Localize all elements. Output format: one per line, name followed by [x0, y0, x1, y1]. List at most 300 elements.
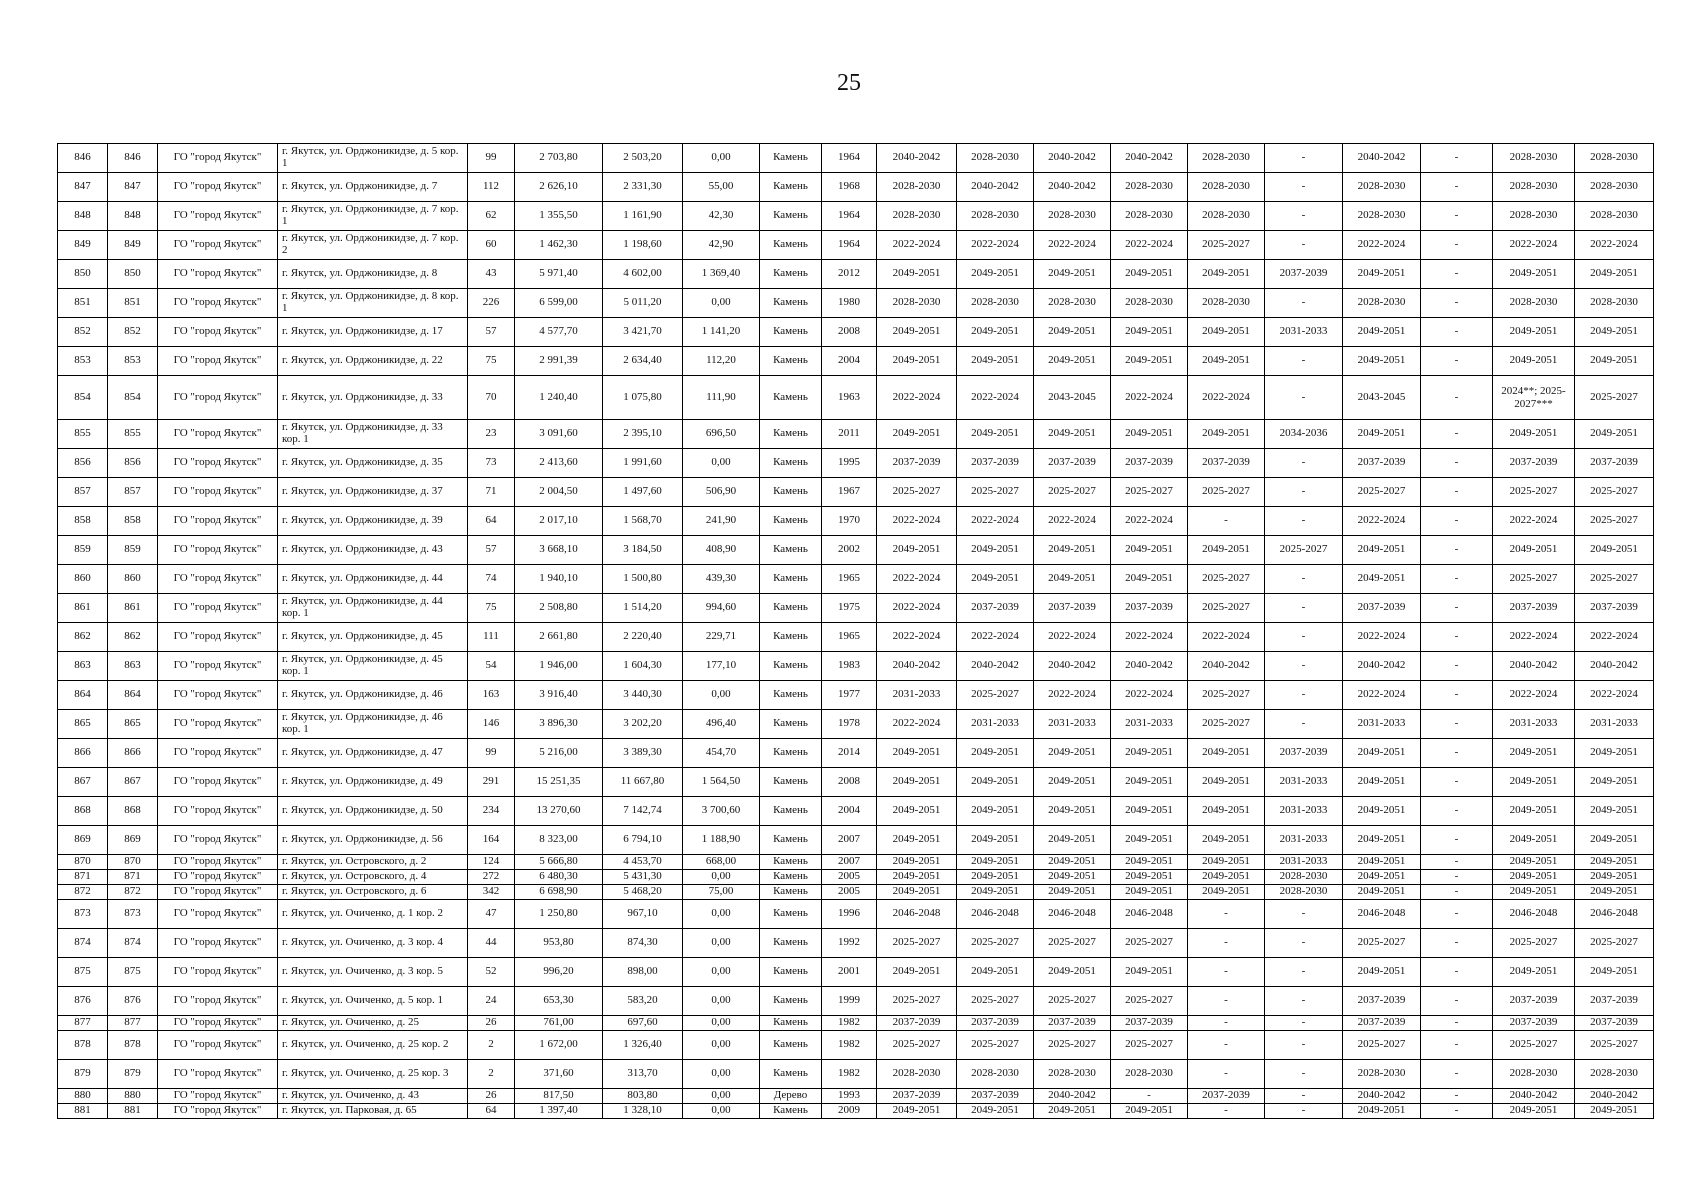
period-5-cell: -	[1188, 1060, 1265, 1089]
period-4-cell: 2022-2024	[1111, 681, 1188, 710]
period-9-cell: 2024**; 2025-2027***	[1493, 376, 1575, 420]
table-row	[58, 289, 1654, 318]
period-4-cell: 2025-2027	[1111, 478, 1188, 507]
row-number-cell: 852	[58, 318, 108, 347]
nonliving-area-cell: 0,00	[683, 144, 760, 173]
period-3-cell: 2049-2051	[1034, 797, 1111, 826]
period-4-cell: 2046-2048	[1111, 900, 1188, 929]
address-cell: г. Якутск, ул. Орджоникидзе, д. 8 кор. 1	[278, 289, 468, 318]
period-4-cell: 2049-2051	[1111, 797, 1188, 826]
row-number-cell: 864	[58, 681, 108, 710]
living-area-cell: 1 500,80	[603, 565, 683, 594]
residents-cell: 52	[468, 958, 515, 987]
total-area-cell: 5 216,00	[515, 739, 603, 768]
row-number-cell: 861	[58, 594, 108, 623]
house-id-cell: 860	[108, 565, 158, 594]
period-7-cell: 2022-2024	[1343, 231, 1421, 260]
period-8-cell: -	[1421, 826, 1493, 855]
period-6-cell: -	[1265, 623, 1343, 652]
period-4-cell: 2022-2024	[1111, 231, 1188, 260]
total-area-cell: 1 672,00	[515, 1031, 603, 1060]
period-5-cell: -	[1188, 1016, 1265, 1031]
period-2-cell: 2025-2027	[957, 1031, 1034, 1060]
wall-material-cell: Камень	[760, 681, 822, 710]
house-id-cell: 849	[108, 231, 158, 260]
period-10-cell: 2037-2039	[1575, 1016, 1654, 1031]
wall-material-cell: Камень	[760, 173, 822, 202]
period-7-cell: 2022-2024	[1343, 623, 1421, 652]
period-2-cell: 2049-2051	[957, 855, 1034, 870]
row-number-cell: 856	[58, 449, 108, 478]
period-10-cell: 2040-2042	[1575, 1089, 1654, 1104]
period-2-cell: 2049-2051	[957, 347, 1034, 376]
period-5-cell: 2049-2051	[1188, 768, 1265, 797]
nonliving-area-cell: 1 369,40	[683, 260, 760, 289]
period-8-cell: -	[1421, 681, 1493, 710]
municipality-cell: ГО "город Якутск"	[158, 289, 278, 318]
table-row	[58, 623, 1654, 652]
municipality-cell: ГО "город Якутск"	[158, 652, 278, 681]
total-area-cell: 15 251,35	[515, 768, 603, 797]
nonliving-area-cell: 0,00	[683, 929, 760, 958]
row-number-cell: 857	[58, 478, 108, 507]
period-9-cell: 2049-2051	[1493, 347, 1575, 376]
period-3-cell: 2049-2051	[1034, 826, 1111, 855]
period-10-cell: 2049-2051	[1575, 420, 1654, 449]
period-7-cell: 2049-2051	[1343, 797, 1421, 826]
table-row	[58, 318, 1654, 347]
period-5-cell: 2028-2030	[1188, 289, 1265, 318]
period-6-cell: 2037-2039	[1265, 739, 1343, 768]
period-6-cell: -	[1265, 289, 1343, 318]
table-row	[58, 958, 1654, 987]
period-3-cell: 2037-2039	[1034, 594, 1111, 623]
period-2-cell: 2049-2051	[957, 826, 1034, 855]
house-id-cell: 854	[108, 376, 158, 420]
nonliving-area-cell: 229,71	[683, 623, 760, 652]
period-8-cell: -	[1421, 420, 1493, 449]
nonliving-area-cell: 668,00	[683, 855, 760, 870]
period-1-cell: 2037-2039	[877, 449, 957, 478]
table-row	[58, 376, 1654, 420]
row-number-cell: 860	[58, 565, 108, 594]
municipality-cell: ГО "город Якутск"	[158, 929, 278, 958]
house-id-cell: 859	[108, 536, 158, 565]
total-area-cell: 1 355,50	[515, 202, 603, 231]
house-id-cell: 863	[108, 652, 158, 681]
period-7-cell: 2049-2051	[1343, 855, 1421, 870]
period-5-cell: 2049-2051	[1188, 885, 1265, 900]
period-6-cell: 2031-2033	[1265, 855, 1343, 870]
period-3-cell: 2049-2051	[1034, 885, 1111, 900]
period-7-cell: 2040-2042	[1343, 652, 1421, 681]
municipality-cell: ГО "город Якутск"	[158, 202, 278, 231]
house-id-cell: 880	[108, 1089, 158, 1104]
period-6-cell: -	[1265, 507, 1343, 536]
period-7-cell: 2043-2045	[1343, 376, 1421, 420]
period-5-cell: 2049-2051	[1188, 826, 1265, 855]
wall-material-cell: Камень	[760, 652, 822, 681]
period-8-cell: -	[1421, 347, 1493, 376]
period-2-cell: 2022-2024	[957, 507, 1034, 536]
table-row	[58, 565, 1654, 594]
period-9-cell: 2025-2027	[1493, 565, 1575, 594]
build-year-cell: 2004	[822, 347, 877, 376]
period-10-cell: 2025-2027	[1575, 1031, 1654, 1060]
period-10-cell: 2049-2051	[1575, 347, 1654, 376]
house-id-cell: 852	[108, 318, 158, 347]
period-1-cell: 2022-2024	[877, 565, 957, 594]
wall-material-cell: Камень	[760, 870, 822, 885]
house-id-cell: 870	[108, 855, 158, 870]
table-row	[58, 347, 1654, 376]
build-year-cell: 2002	[822, 536, 877, 565]
period-9-cell: 2040-2042	[1493, 652, 1575, 681]
living-area-cell: 1 604,30	[603, 652, 683, 681]
period-6-cell: -	[1265, 681, 1343, 710]
period-1-cell: 2046-2048	[877, 900, 957, 929]
period-7-cell: 2028-2030	[1343, 289, 1421, 318]
table-row	[58, 681, 1654, 710]
table-row	[58, 478, 1654, 507]
total-area-cell: 1 946,00	[515, 652, 603, 681]
nonliving-area-cell: 0,00	[683, 681, 760, 710]
period-8-cell: -	[1421, 1016, 1493, 1031]
period-3-cell: 2040-2042	[1034, 173, 1111, 202]
period-9-cell: 2028-2030	[1493, 289, 1575, 318]
municipality-cell: ГО "город Якутск"	[158, 1016, 278, 1031]
period-8-cell: -	[1421, 260, 1493, 289]
period-4-cell: 2049-2051	[1111, 260, 1188, 289]
period-8-cell: -	[1421, 1060, 1493, 1089]
residents-cell: 64	[468, 507, 515, 536]
period-8-cell: -	[1421, 536, 1493, 565]
nonliving-area-cell: 0,00	[683, 870, 760, 885]
period-1-cell: 2049-2051	[877, 885, 957, 900]
period-4-cell: 2049-2051	[1111, 1104, 1188, 1119]
living-area-cell: 1 161,90	[603, 202, 683, 231]
period-8-cell: -	[1421, 623, 1493, 652]
wall-material-cell: Камень	[760, 826, 822, 855]
build-year-cell: 1978	[822, 710, 877, 739]
period-3-cell: 2031-2033	[1034, 710, 1111, 739]
row-number-cell: 854	[58, 376, 108, 420]
municipality-cell: ГО "город Якутск"	[158, 420, 278, 449]
address-cell: г. Якутск, ул. Орджоникидзе, д. 17	[278, 318, 468, 347]
period-1-cell: 2040-2042	[877, 144, 957, 173]
period-1-cell: 2049-2051	[877, 420, 957, 449]
period-5-cell: 2049-2051	[1188, 318, 1265, 347]
period-3-cell: 2046-2048	[1034, 900, 1111, 929]
period-3-cell: 2049-2051	[1034, 1104, 1111, 1119]
row-number-cell: 879	[58, 1060, 108, 1089]
period-8-cell: -	[1421, 1089, 1493, 1104]
wall-material-cell: Камень	[760, 929, 822, 958]
period-3-cell: 2022-2024	[1034, 507, 1111, 536]
build-year-cell: 2004	[822, 797, 877, 826]
nonliving-area-cell: 454,70	[683, 739, 760, 768]
period-10-cell: 2049-2051	[1575, 870, 1654, 885]
period-5-cell: -	[1188, 958, 1265, 987]
residents-cell: 146	[468, 710, 515, 739]
nonliving-area-cell: 506,90	[683, 478, 760, 507]
wall-material-cell: Камень	[760, 710, 822, 739]
municipality-cell: ГО "город Якутск"	[158, 1060, 278, 1089]
living-area-cell: 3 389,30	[603, 739, 683, 768]
municipality-cell: ГО "город Якутск"	[158, 594, 278, 623]
period-10-cell: 2049-2051	[1575, 318, 1654, 347]
wall-material-cell: Камень	[760, 318, 822, 347]
period-6-cell: -	[1265, 449, 1343, 478]
wall-material-cell: Камень	[760, 449, 822, 478]
period-4-cell: 2049-2051	[1111, 536, 1188, 565]
period-4-cell: 2025-2027	[1111, 929, 1188, 958]
period-7-cell: 2037-2039	[1343, 449, 1421, 478]
municipality-cell: ГО "город Якутск"	[158, 536, 278, 565]
nonliving-area-cell: 1 564,50	[683, 768, 760, 797]
row-number-cell: 868	[58, 797, 108, 826]
period-9-cell: 2049-2051	[1493, 536, 1575, 565]
period-8-cell: -	[1421, 987, 1493, 1016]
house-id-cell: 850	[108, 260, 158, 289]
nonliving-area-cell: 241,90	[683, 507, 760, 536]
period-5-cell: 2025-2027	[1188, 710, 1265, 739]
address-cell: г. Якутск, ул. Орджоникидзе, д. 35	[278, 449, 468, 478]
residents-cell: 163	[468, 681, 515, 710]
period-2-cell: 2025-2027	[957, 681, 1034, 710]
residents-cell: 124	[468, 855, 515, 870]
house-id-cell: 867	[108, 768, 158, 797]
living-area-cell: 2 503,20	[603, 144, 683, 173]
period-2-cell: 2049-2051	[957, 768, 1034, 797]
period-6-cell: -	[1265, 1016, 1343, 1031]
period-6-cell: -	[1265, 987, 1343, 1016]
wall-material-cell: Дерево	[760, 1089, 822, 1104]
period-2-cell: 2028-2030	[957, 144, 1034, 173]
address-cell: г. Якутск, ул. Орджоникидзе, д. 44	[278, 565, 468, 594]
wall-material-cell: Камень	[760, 739, 822, 768]
period-1-cell: 2049-2051	[877, 768, 957, 797]
residents-cell: 71	[468, 478, 515, 507]
period-5-cell: 2040-2042	[1188, 652, 1265, 681]
period-1-cell: 2049-2051	[877, 347, 957, 376]
period-2-cell: 2028-2030	[957, 289, 1034, 318]
period-3-cell: 2040-2042	[1034, 144, 1111, 173]
period-3-cell: 2049-2051	[1034, 318, 1111, 347]
period-1-cell: 2025-2027	[877, 478, 957, 507]
period-1-cell: 2025-2027	[877, 987, 957, 1016]
build-year-cell: 2007	[822, 826, 877, 855]
period-2-cell: 2049-2051	[957, 870, 1034, 885]
nonliving-area-cell: 1 188,90	[683, 826, 760, 855]
period-7-cell: 2049-2051	[1343, 1104, 1421, 1119]
residents-cell: 75	[468, 594, 515, 623]
build-year-cell: 1977	[822, 681, 877, 710]
municipality-cell: ГО "город Якутск"	[158, 1089, 278, 1104]
period-5-cell: 2049-2051	[1188, 260, 1265, 289]
build-year-cell: 2001	[822, 958, 877, 987]
row-number-cell: 875	[58, 958, 108, 987]
period-7-cell: 2040-2042	[1343, 144, 1421, 173]
table-row	[58, 870, 1654, 885]
house-id-cell: 874	[108, 929, 158, 958]
period-5-cell: 2025-2027	[1188, 681, 1265, 710]
period-9-cell: 2049-2051	[1493, 768, 1575, 797]
residents-cell: 291	[468, 768, 515, 797]
period-2-cell: 2049-2051	[957, 318, 1034, 347]
period-2-cell: 2022-2024	[957, 623, 1034, 652]
nonliving-area-cell: 0,00	[683, 1031, 760, 1060]
living-area-cell: 2 220,40	[603, 623, 683, 652]
municipality-cell: ГО "город Якутск"	[158, 797, 278, 826]
total-area-cell: 1 250,80	[515, 900, 603, 929]
period-8-cell: -	[1421, 144, 1493, 173]
address-cell: г. Якутск, ул. Парковая, д. 65	[278, 1104, 468, 1119]
period-1-cell: 2028-2030	[877, 1060, 957, 1089]
period-7-cell: 2025-2027	[1343, 1031, 1421, 1060]
period-8-cell: -	[1421, 507, 1493, 536]
row-number-cell: 878	[58, 1031, 108, 1060]
period-4-cell: 2049-2051	[1111, 826, 1188, 855]
period-3-cell: 2028-2030	[1034, 1060, 1111, 1089]
period-9-cell: 2028-2030	[1493, 202, 1575, 231]
period-10-cell: 2025-2027	[1575, 929, 1654, 958]
period-10-cell: 2028-2030	[1575, 173, 1654, 202]
period-5-cell: 2037-2039	[1188, 1089, 1265, 1104]
residents-cell: 44	[468, 929, 515, 958]
municipality-cell: ГО "город Якутск"	[158, 870, 278, 885]
build-year-cell: 2005	[822, 885, 877, 900]
period-4-cell: 2049-2051	[1111, 739, 1188, 768]
period-8-cell: -	[1421, 929, 1493, 958]
period-7-cell: 2049-2051	[1343, 739, 1421, 768]
wall-material-cell: Камень	[760, 260, 822, 289]
table-row	[58, 1031, 1654, 1060]
period-10-cell: 2022-2024	[1575, 681, 1654, 710]
municipality-cell: ГО "город Якутск"	[158, 318, 278, 347]
table-row	[58, 449, 1654, 478]
period-5-cell: 2049-2051	[1188, 797, 1265, 826]
nonliving-area-cell: 0,00	[683, 1060, 760, 1089]
residents-cell: 111	[468, 623, 515, 652]
period-7-cell: 2025-2027	[1343, 929, 1421, 958]
period-6-cell: -	[1265, 594, 1343, 623]
period-3-cell: 2040-2042	[1034, 1089, 1111, 1104]
period-8-cell: -	[1421, 565, 1493, 594]
period-4-cell: 2037-2039	[1111, 1016, 1188, 1031]
residents-cell: 234	[468, 797, 515, 826]
living-area-cell: 697,60	[603, 1016, 683, 1031]
house-id-cell: 847	[108, 173, 158, 202]
period-7-cell: 2046-2048	[1343, 900, 1421, 929]
residents-cell: 57	[468, 536, 515, 565]
municipality-cell: ГО "город Якутск"	[158, 710, 278, 739]
period-10-cell: 2025-2027	[1575, 376, 1654, 420]
total-area-cell: 3 668,10	[515, 536, 603, 565]
period-9-cell: 2022-2024	[1493, 507, 1575, 536]
nonliving-area-cell: 42,90	[683, 231, 760, 260]
period-9-cell: 2046-2048	[1493, 900, 1575, 929]
nonliving-area-cell: 0,00	[683, 1016, 760, 1031]
build-year-cell: 1982	[822, 1031, 877, 1060]
period-6-cell: -	[1265, 710, 1343, 739]
period-7-cell: 2031-2033	[1343, 710, 1421, 739]
period-5-cell: -	[1188, 987, 1265, 1016]
period-10-cell: 2040-2042	[1575, 652, 1654, 681]
row-number-cell: 881	[58, 1104, 108, 1119]
table-row	[58, 144, 1654, 173]
residents-cell: 47	[468, 900, 515, 929]
living-area-cell: 5 468,20	[603, 885, 683, 900]
wall-material-cell: Камень	[760, 1104, 822, 1119]
period-8-cell: -	[1421, 885, 1493, 900]
residents-cell: 99	[468, 739, 515, 768]
period-9-cell: 2022-2024	[1493, 681, 1575, 710]
build-year-cell: 1963	[822, 376, 877, 420]
period-2-cell: 2049-2051	[957, 1104, 1034, 1119]
period-2-cell: 2049-2051	[957, 260, 1034, 289]
address-cell: г. Якутск, ул. Орджоникидзе, д. 7 кор. 1	[278, 202, 468, 231]
municipality-cell: ГО "город Якутск"	[158, 987, 278, 1016]
period-2-cell: 2049-2051	[957, 536, 1034, 565]
address-cell: г. Якутск, ул. Орджоникидзе, д. 33	[278, 376, 468, 420]
row-number-cell: 849	[58, 231, 108, 260]
period-3-cell: 2049-2051	[1034, 260, 1111, 289]
row-number-cell: 877	[58, 1016, 108, 1031]
period-9-cell: 2049-2051	[1493, 420, 1575, 449]
house-id-cell: 877	[108, 1016, 158, 1031]
period-9-cell: 2049-2051	[1493, 958, 1575, 987]
living-area-cell: 1 198,60	[603, 231, 683, 260]
address-cell: г. Якутск, ул. Островского, д. 2	[278, 855, 468, 870]
address-cell: г. Якутск, ул. Орджоникидзе, д. 8	[278, 260, 468, 289]
table-row	[58, 1089, 1654, 1104]
municipality-cell: ГО "город Якутск"	[158, 376, 278, 420]
build-year-cell: 1964	[822, 144, 877, 173]
build-year-cell: 1967	[822, 478, 877, 507]
wall-material-cell: Камень	[760, 420, 822, 449]
period-4-cell: 2022-2024	[1111, 623, 1188, 652]
nonliving-area-cell: 177,10	[683, 652, 760, 681]
period-6-cell: 2028-2030	[1265, 885, 1343, 900]
address-cell: г. Якутск, ул. Островского, д. 4	[278, 870, 468, 885]
period-1-cell: 2049-2051	[877, 870, 957, 885]
period-4-cell: 2028-2030	[1111, 1060, 1188, 1089]
table-row	[58, 900, 1654, 929]
period-7-cell: 2028-2030	[1343, 1060, 1421, 1089]
period-3-cell: 2022-2024	[1034, 623, 1111, 652]
table-row	[58, 768, 1654, 797]
period-4-cell: 2049-2051	[1111, 420, 1188, 449]
nonliving-area-cell: 994,60	[683, 594, 760, 623]
nonliving-area-cell: 0,00	[683, 900, 760, 929]
period-4-cell: 2028-2030	[1111, 289, 1188, 318]
period-9-cell: 2037-2039	[1493, 1016, 1575, 1031]
period-10-cell: 2049-2051	[1575, 536, 1654, 565]
period-6-cell: 2031-2033	[1265, 797, 1343, 826]
residents-cell: 62	[468, 202, 515, 231]
period-6-cell: -	[1265, 231, 1343, 260]
total-area-cell: 2 703,80	[515, 144, 603, 173]
house-id-cell: 856	[108, 449, 158, 478]
period-1-cell: 2049-2051	[877, 260, 957, 289]
period-2-cell: 2037-2039	[957, 594, 1034, 623]
period-9-cell: 2025-2027	[1493, 929, 1575, 958]
build-year-cell: 1964	[822, 202, 877, 231]
period-8-cell: -	[1421, 855, 1493, 870]
period-2-cell: 2049-2051	[957, 420, 1034, 449]
nonliving-area-cell: 3 700,60	[683, 797, 760, 826]
